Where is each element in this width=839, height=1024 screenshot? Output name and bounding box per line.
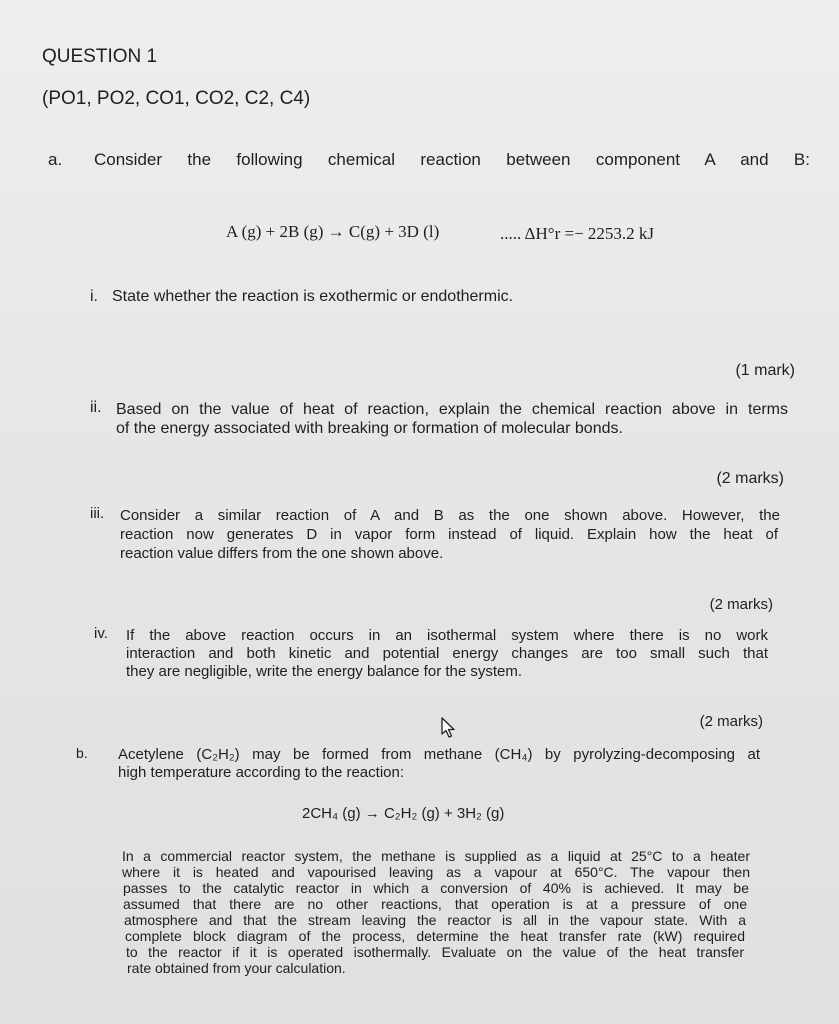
reaction-equation: A (g) + 2B (g) → C(g) + 3D (l) bbox=[226, 222, 440, 241]
part-b-paragraph-line-6: complete block diagram of the process, determine the heat transfer rate (kW) required bbox=[125, 928, 745, 944]
item-iv-line-1: If the above reaction occurs in an isothermal system where there is no work bbox=[126, 627, 768, 644]
part-b-label: b. bbox=[76, 745, 88, 761]
item-i-number: i. bbox=[90, 288, 98, 305]
part-a-label: a. bbox=[48, 150, 63, 169]
item-iv-marks: (2 marks) bbox=[699, 713, 763, 730]
item-ii-line-2: of the energy associated with breaking or formation of molecular bonds. bbox=[116, 420, 623, 437]
part-b-paragraph-line-1: In a commercial reactor system, the methane is supplied as a liquid at 25°C to a heater bbox=[122, 848, 750, 864]
item-iii-line-1: Consider a similar reaction of A and B as the one shown above. However, the bbox=[120, 507, 780, 524]
item-i-text: State whether the reaction is exothermic or endothermic. bbox=[112, 288, 514, 305]
item-i-marks: (1 mark) bbox=[735, 362, 795, 379]
item-iii-line-2: reaction now generates D in vapor form instead of liquid. Explain how the heat of bbox=[120, 526, 778, 543]
item-ii-number: ii. bbox=[90, 399, 102, 416]
part-b-line-2: high temperature according to the reaction: bbox=[118, 764, 405, 781]
item-iii-number: iii. bbox=[90, 505, 105, 522]
part-b-paragraph-line-3: passes to the catalytic reactor in which a conversion of 40% is achieved. It may be bbox=[123, 880, 749, 896]
part-b-paragraph-line-8: rate obtained from your calculation. bbox=[127, 960, 346, 976]
part-b-paragraph-line-7: to the reactor if it is operated isothermally. Evaluate on the value of the heat transfer bbox=[126, 944, 744, 960]
part-b-paragraph-line-5: atmosphere and that the stream leaving the reactor is all in the vapour state. With a bbox=[124, 912, 746, 928]
item-iii-line-3: reaction value differs from the one shown above. bbox=[120, 545, 444, 562]
mouse-pointer-icon bbox=[440, 717, 458, 744]
item-ii-line-1: Based on the value of heat of reaction, explain the chemical reaction above in terms bbox=[116, 401, 788, 418]
item-iv-number: iv. bbox=[94, 625, 108, 642]
question-outcomes: (PO1, PO2, CO1, CO2, C2, C4) bbox=[42, 88, 311, 109]
item-ii-marks: (2 marks) bbox=[716, 470, 784, 487]
acetylene-equation: 2CH₄ (g) → C₂H₂ (g) + 3H₂ (g) bbox=[302, 805, 505, 822]
item-iv-line-2: interaction and both kinetic and potential energy changes are too small such that bbox=[126, 645, 768, 662]
part-b-line-1: Acetylene (C₂H₂) may be formed from methane (CH₄) by pyrolyzing-decomposing at bbox=[118, 746, 760, 763]
item-iii-marks: (2 marks) bbox=[709, 596, 773, 613]
question-title: QUESTION 1 bbox=[42, 46, 158, 67]
part-a-intro: Consider the following chemical reaction between component A and B: bbox=[94, 150, 810, 169]
part-b-paragraph-line-2: where it is heated and vapourised leaving as a vapour at 650°C. The vapour then bbox=[122, 864, 750, 880]
item-iv-line-3: they are negligible, write the energy balance for the system. bbox=[126, 663, 523, 680]
reaction-enthalpy: ..... ΔH°r =− 2253.2 kJ bbox=[500, 224, 655, 243]
part-b-paragraph-line-4: assumed that there are no other reactions, that operation is at a pressure of one bbox=[123, 896, 747, 912]
